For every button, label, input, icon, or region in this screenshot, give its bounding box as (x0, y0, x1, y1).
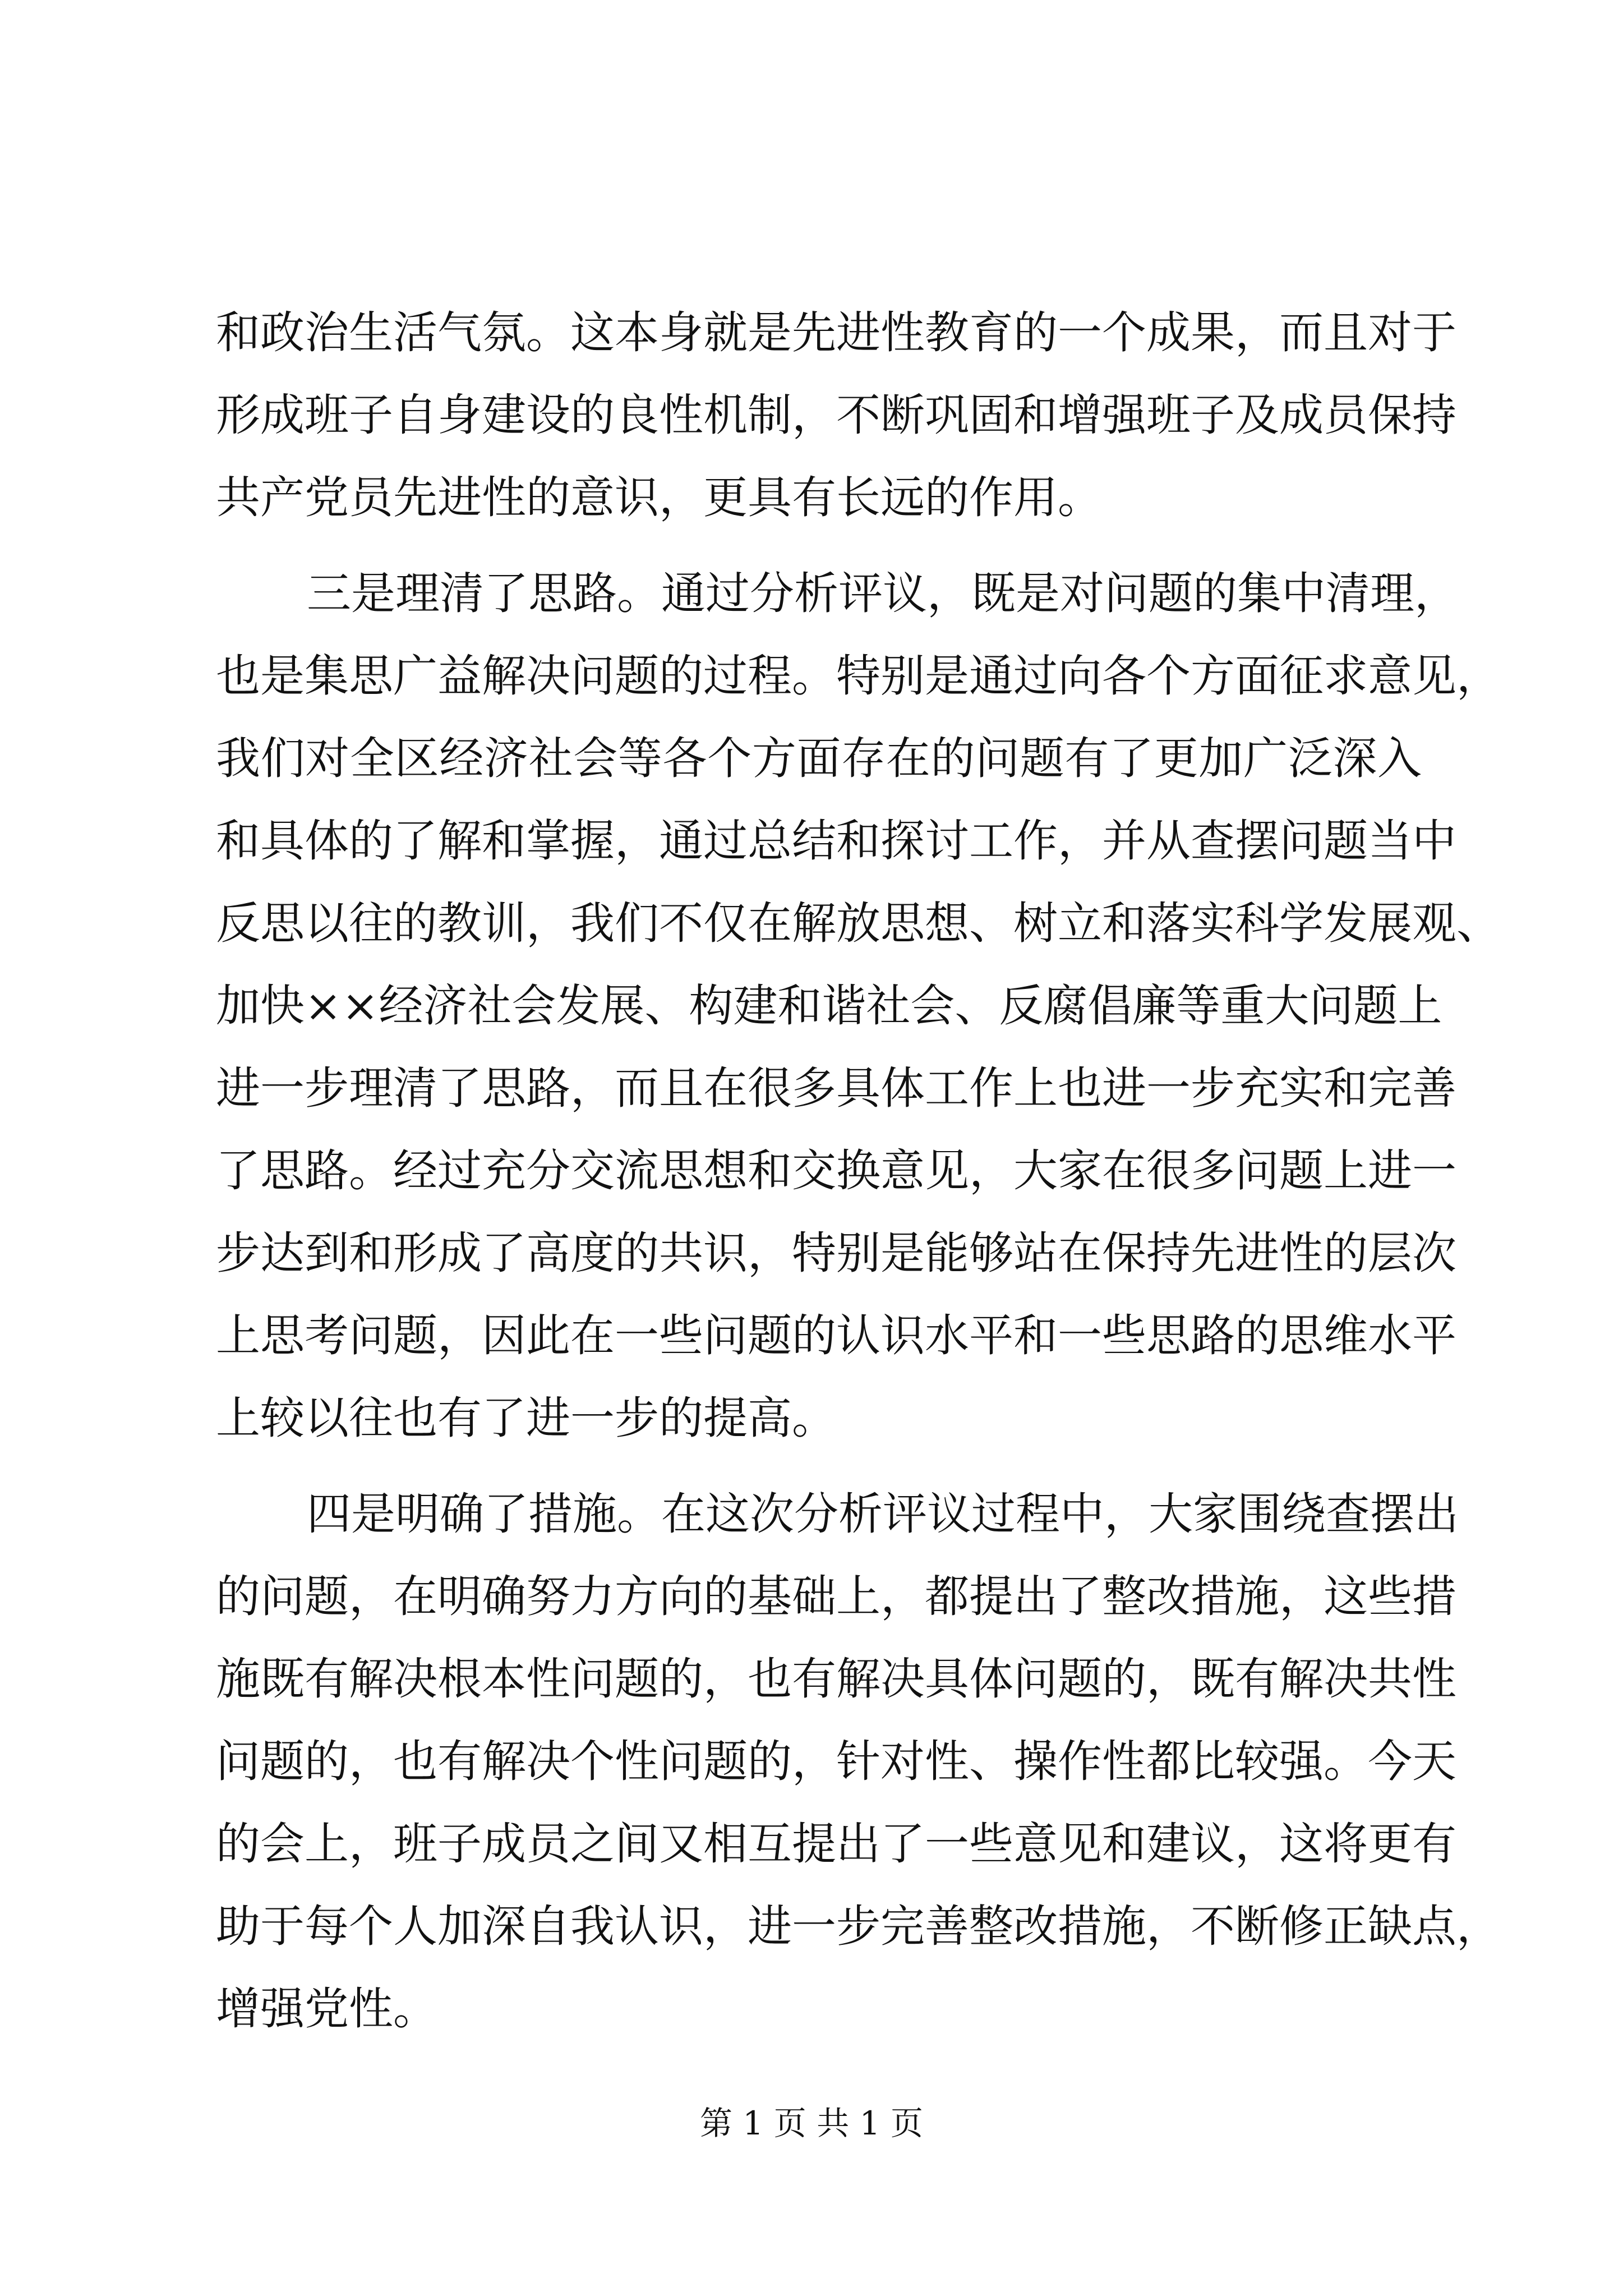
text-line: 问题的，也有解决个性问题的，针对性、操作性都比较强。今天 (216, 1736, 1456, 1787)
text-line: 助于每个人加深自我认识，进一步完善整改措施，不断修正缺点， (216, 1901, 1501, 1952)
text-line: 的问题，在明确努力方向的基础上，都提出了整改措施，这些措 (216, 1571, 1456, 1622)
paragraph (216, 553, 1501, 1460)
paragraph (216, 292, 1456, 539)
text-line: 三是理清了思路。通过分析评议，既是对问题的集中清理， (307, 568, 1459, 619)
text-line: 四是明确了措施。在这次分析评议过程中，大家围绕查摆出 (307, 1488, 1459, 1540)
text-line: 上较以往也有了进一步的提高。 (216, 1392, 836, 1444)
text-line: 反思以往的教训，我们不仅在解放思想、树立和落实科学发展观、 (216, 898, 1501, 949)
text-line: 加快××经济社会发展、构建和谐社会、反腐倡廉等重大问题上 (216, 980, 1442, 1032)
text-line: 进一步理清了思路，而且在很多具体工作上也进一步充实和完善 (216, 1062, 1456, 1114)
document-body (216, 292, 1501, 2050)
text-line: 上思考问题，因此在一些问题的认识水平和一些思路的思维水平 (216, 1310, 1456, 1361)
text-line: 形成班子自身建设的良性机制，不断巩固和增强班子及成员保持 (216, 389, 1456, 441)
paragraph-spacer (216, 1460, 1422, 1473)
text-line: 和具体的了解和掌握，通过总结和探讨工作，并从查摆问题当中 (216, 815, 1456, 867)
text-line: 步达到和形成了高度的共识，特别是能够站在保持先进性的层次 (216, 1227, 1456, 1279)
text-line: 也是集思广益解决问题的过程。特别是通过向各个方面征求意见， (216, 650, 1501, 702)
text-line: 了思路。经过充分交流思想和交换意见，大家在很多问题上进一 (216, 1145, 1456, 1197)
paragraph-spacer (216, 539, 1422, 553)
page-footer: 第 1 页 共 1 页 (700, 2104, 923, 2142)
text-line: 增强党性。 (216, 1983, 437, 2035)
text-line: 和政治生活气氛。这本身就是先进性教育的一个成果，而且对于 (216, 307, 1456, 358)
paragraph (216, 1473, 1501, 2050)
text-line: 我们对全区经济社会等各个方面存在的问题有了更加广泛深入 (216, 733, 1422, 784)
text-line: 施既有解决根本性问题的，也有解决具体问题的，既有解决共性 (216, 1653, 1456, 1705)
text-line: 共产党员先进性的意识，更具有长远的作用。 (216, 472, 1102, 523)
text-line: 的会上，班子成员之间又相互提出了一些意见和建议，这将更有 (216, 1818, 1456, 1870)
